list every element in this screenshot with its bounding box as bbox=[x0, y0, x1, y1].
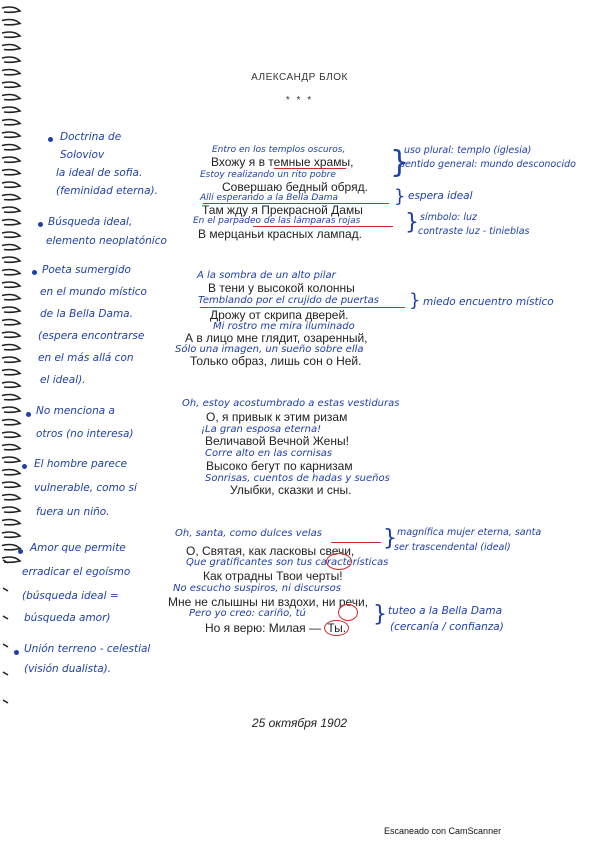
left-note-6-l2: erradicar el egoísmo bbox=[22, 566, 131, 578]
spiral-coil bbox=[2, 120, 20, 125]
translation-1-2: Estoy realizando un rito pobre bbox=[200, 170, 336, 180]
spiral-coil bbox=[2, 382, 20, 387]
spiral-coil bbox=[2, 532, 20, 537]
brace-icon: } bbox=[373, 602, 387, 627]
left-note-2-l2: elemento neoplatónico bbox=[46, 235, 167, 247]
spiral-coil bbox=[3, 700, 8, 703]
left-note-3-l1: Poeta sumergido bbox=[42, 264, 131, 276]
poem-line-3-3: Высоко бегут по карнизам bbox=[206, 459, 353, 473]
left-note-7-l2: (visión dualista). bbox=[24, 663, 112, 675]
left-note-6-l1: Amor que permite bbox=[30, 542, 126, 554]
spiral-coil bbox=[2, 407, 20, 412]
spiral-coil bbox=[3, 672, 8, 675]
spiral-coil bbox=[2, 157, 20, 162]
spiral-coil bbox=[2, 495, 20, 500]
translation-4-4: Pero yo creo: cariño, tú bbox=[189, 608, 306, 619]
left-note-5-l1: El hombre parece bbox=[34, 458, 128, 470]
spiral-coil bbox=[2, 32, 20, 37]
underline-bella-dama bbox=[203, 203, 389, 204]
translation-3-3: Corre alto en las cornisas bbox=[205, 448, 333, 459]
bullet-icon bbox=[48, 137, 53, 142]
spiral-coil bbox=[2, 132, 20, 137]
poem-date: 25 октября 1902 bbox=[251, 716, 348, 730]
poem-line-1-1 bbox=[211, 155, 353, 169]
spiral-coil bbox=[3, 588, 8, 591]
poem-line-1-2: Совершаю бедный обряд. bbox=[222, 180, 368, 194]
spiral-coil bbox=[2, 295, 20, 300]
spiral-coil bbox=[2, 445, 20, 450]
spiral-coil bbox=[2, 145, 20, 150]
spiral-coil bbox=[2, 20, 20, 25]
brace-icon: } bbox=[394, 186, 406, 207]
spiral-coil bbox=[2, 420, 20, 425]
right-note-2: espera ideal bbox=[408, 190, 473, 202]
spiral-coil bbox=[2, 107, 20, 112]
right-note-1b: sentido general: mundo desconocido bbox=[400, 159, 576, 170]
left-note-1-l3: la ideal de sofia. bbox=[56, 167, 143, 179]
translation-2-2: Temblando por el crujido de puertas bbox=[198, 295, 379, 306]
brace-icon: } bbox=[409, 290, 421, 311]
spiral-coil bbox=[2, 195, 20, 200]
spiral-coil bbox=[3, 644, 8, 647]
poem-line-3-2: Величавой Вечной Жены! bbox=[205, 434, 349, 448]
spiral-coil bbox=[3, 616, 8, 619]
spiral-coil bbox=[2, 232, 20, 237]
spiral-coil bbox=[2, 57, 20, 62]
left-note-3-l6: el ideal). bbox=[40, 374, 86, 386]
spiral-coil bbox=[2, 332, 20, 337]
scanner-watermark: Escaneado con CamScanner bbox=[384, 826, 502, 836]
right-note-5a: magnífica mujer eterna, santa bbox=[397, 527, 542, 538]
brace-icon: } bbox=[405, 210, 419, 235]
spiral-coil bbox=[2, 482, 20, 487]
poem-line-4-3: Мне не слышны ни вздохи, ни речи, bbox=[168, 595, 369, 609]
left-note-4-l1: No menciona a bbox=[36, 405, 115, 417]
bullet-icon bbox=[26, 412, 31, 417]
poem-line-4-2: Как отрадны Твои черты! bbox=[203, 569, 343, 583]
right-note-5b: ser trascendental (ideal) bbox=[394, 542, 511, 553]
spiral-coil bbox=[2, 320, 20, 325]
spiral-coil bbox=[2, 307, 20, 312]
brace-icon: } bbox=[390, 145, 410, 180]
spiral-coil bbox=[2, 245, 20, 250]
spiral-coil bbox=[2, 545, 20, 550]
bullet-icon bbox=[32, 270, 37, 275]
spiral-coil bbox=[2, 170, 20, 175]
brace-icon: } bbox=[383, 526, 397, 551]
poem-line-2-4: Только образ, лишь сон о Ней. bbox=[190, 354, 362, 368]
left-note-1-l1: Doctrina de bbox=[60, 131, 122, 143]
left-note-3-l4: (espera encontrarse bbox=[38, 330, 145, 342]
bullet-icon bbox=[18, 549, 23, 554]
spiral-coil bbox=[2, 520, 20, 525]
title-stars: * * * bbox=[285, 95, 314, 106]
left-note-1-l4: (feminidad eterna). bbox=[56, 185, 158, 197]
spiral-coil bbox=[2, 457, 20, 462]
spiral-coil bbox=[2, 357, 20, 362]
poem-line-3-4: Улыбки, сказки и сны. bbox=[230, 483, 352, 497]
spiral-coil bbox=[2, 395, 20, 400]
left-note-4-l2: otros (no interesa) bbox=[36, 428, 134, 440]
spiral-coil bbox=[2, 45, 20, 50]
spiral-coil bbox=[2, 470, 20, 475]
translation-4-1: Oh, santa, como dulces velas bbox=[175, 528, 322, 539]
poem-line-text: Но я верю: Милая — bbox=[205, 621, 321, 635]
translation-1-4: En el parpadeo de las lámparas rojas bbox=[193, 216, 361, 226]
left-note-7-l1: Unión terreno - celestial bbox=[24, 643, 151, 655]
poem-line-4-1: О, Святая, как ласковы свечи, bbox=[186, 544, 355, 558]
left-note-5-l3: fuera un niño. bbox=[36, 506, 110, 518]
poem-line-2-3: А в лицо мне глядит, озаренный, bbox=[185, 331, 368, 345]
bullet-icon bbox=[38, 222, 43, 227]
spiral-coil bbox=[2, 507, 20, 512]
underline-temnye-hramy bbox=[274, 168, 346, 169]
left-note-3-l3: de la Bella Dama. bbox=[40, 308, 133, 320]
left-note-3-l2: en el mundo místico bbox=[40, 286, 147, 298]
spiral-coil bbox=[2, 370, 20, 375]
poem-line-4-4 bbox=[205, 621, 349, 635]
right-note-4: miedo encuentro místico bbox=[423, 296, 554, 308]
right-note-3a: símbolo: luz bbox=[420, 212, 478, 223]
bullet-icon bbox=[22, 464, 27, 469]
translation-1-3: Allí esperando a la Bella Dama bbox=[200, 193, 339, 203]
translation-4-2: Que gratificantes son tus características bbox=[186, 557, 389, 568]
bullet-icon bbox=[14, 650, 19, 655]
poem-line-text: Вхожу я в темные храмы, bbox=[211, 155, 354, 169]
underline-velas bbox=[331, 542, 381, 543]
poem-line-2-2: Дрожу от скрипа дверей. bbox=[210, 308, 349, 322]
right-note-6b: (cercanía / confianza) bbox=[390, 621, 504, 633]
circled-ty: Ты. bbox=[324, 620, 349, 636]
circle-tu bbox=[338, 604, 358, 621]
translation-2-1: A la sombra de un alto pilar bbox=[197, 270, 336, 281]
translation-3-4: Sonrisas, cuentos de hadas y sueños bbox=[205, 473, 390, 484]
translation-3-1: Oh, estoy acostumbrado a estas vestiduras bbox=[182, 398, 400, 409]
spiral-coil bbox=[2, 207, 20, 212]
left-note-2-l1: Búsqueda ideal, bbox=[48, 216, 133, 228]
translation-2-4: Sólo una imagen, un sueño sobre ella bbox=[175, 344, 364, 355]
left-note-3-l5: en el más allá con bbox=[38, 352, 134, 364]
page-title: АЛЕКСАНДР БЛОК bbox=[251, 72, 348, 83]
spiral-coil bbox=[2, 7, 20, 12]
translation-3-2: ¡La gran esposa eterna! bbox=[201, 424, 322, 435]
translation-2-3: Mi rostro me mira iluminado bbox=[213, 321, 355, 332]
left-note-5-l2: vulnerable, como si bbox=[34, 482, 137, 494]
left-note-6-l4: búsqueda amor) bbox=[24, 612, 111, 624]
spiral-coil bbox=[2, 270, 20, 275]
translation-4-3: No escucho suspiros, ni discursos bbox=[173, 583, 341, 594]
spiral-coil bbox=[2, 432, 20, 437]
spiral-coil bbox=[2, 345, 20, 350]
spiral-coil bbox=[2, 282, 20, 287]
translation-1-1: Entro en los templos oscuros, bbox=[212, 145, 346, 155]
left-note-1-l2: Soloviov bbox=[60, 149, 105, 161]
spiral-coil bbox=[2, 182, 20, 187]
poem-line-3-1: О, я привык к этим ризам bbox=[206, 410, 348, 424]
poem-line-2-1: В тени у высокой колонны bbox=[208, 281, 355, 295]
left-note-6-l3: (búsqueda ideal = bbox=[22, 590, 119, 602]
right-note-6a: tuteo a la Bella Dama bbox=[388, 605, 503, 617]
spiral-coil bbox=[2, 257, 20, 262]
right-note-3b: contraste luz - tinieblas bbox=[418, 226, 530, 237]
circle-tus bbox=[326, 553, 352, 570]
underline-lamparas bbox=[253, 226, 393, 227]
poem-line-1-4: В мерцаньи красных лампад. bbox=[198, 227, 363, 241]
spiral-coil bbox=[2, 220, 20, 225]
poem-line-1-3: Там жду я Прекрасной Дамы bbox=[202, 203, 363, 217]
right-note-1a: uso plural: templo (iglesia) bbox=[404, 145, 532, 156]
